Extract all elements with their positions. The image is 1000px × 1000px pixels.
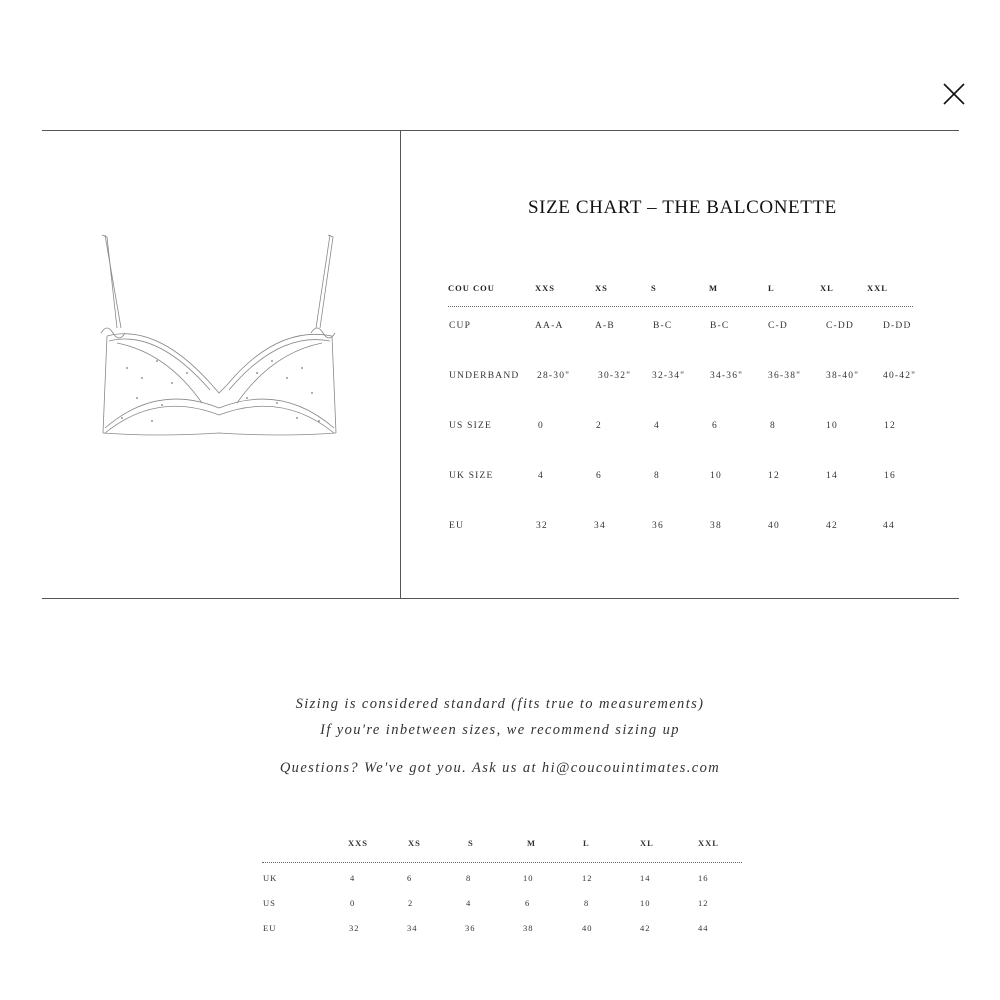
table-cell: D-DD — [883, 321, 912, 331]
table-cell: B-C — [653, 321, 673, 331]
table-row-uk-size — [448, 457, 913, 507]
header-cell: XXL — [698, 838, 719, 848]
table-cell: 36 — [652, 521, 664, 531]
size-chart-title: SIZE CHART – THE BALCONETTE — [528, 197, 837, 218]
table-cell: 4 — [654, 421, 660, 431]
size-chart-panel — [42, 130, 959, 599]
table-cell: 38 — [710, 521, 722, 531]
row-label: UK SIZE — [449, 471, 494, 481]
table-cell: 12 — [698, 898, 709, 908]
row-label: EU — [263, 923, 277, 933]
table-cell: 0 — [538, 421, 544, 431]
table-cell: 28-30" — [537, 371, 571, 381]
table-cell: 44 — [698, 923, 709, 933]
table-cell: 34 — [407, 923, 418, 933]
table-cell: 8 — [654, 471, 660, 481]
table-cell: 4 — [466, 898, 472, 908]
header-cell: XS — [408, 838, 421, 848]
table-cell: AA-A — [535, 321, 564, 331]
table-cell: 38-40" — [826, 371, 860, 381]
table-cell: 6 — [407, 873, 413, 883]
header-cell: XS — [595, 283, 608, 293]
table-cell: 6 — [712, 421, 718, 431]
header-cell: M — [709, 283, 719, 293]
header-cell: XXS — [535, 283, 556, 293]
table-cell: 8 — [770, 421, 776, 431]
row-label: EU — [449, 521, 465, 531]
table-cell: 44 — [883, 521, 895, 531]
sizing-note-standard: Sizing is considered standard (fits true to measurements) — [295, 696, 705, 712]
table-cell: 10 — [640, 898, 651, 908]
header-cell: M — [527, 838, 537, 848]
table-cell: 10 — [523, 873, 534, 883]
header-cell: COU COU — [448, 283, 495, 293]
table-cell: 6 — [596, 471, 602, 481]
conversion-row-us — [262, 888, 742, 913]
table-cell: 40-42" — [883, 371, 917, 381]
header-cell: L — [768, 283, 775, 293]
close-icon — [940, 80, 968, 108]
table-row-underband — [448, 357, 917, 407]
table-cell: 6 — [525, 898, 531, 908]
table-cell: 30-32" — [598, 371, 632, 381]
table-row-cup — [448, 307, 913, 357]
row-label: UK — [263, 873, 278, 883]
header-cell: S — [468, 838, 474, 848]
table-cell: 4 — [538, 471, 544, 481]
table-cell: C-D — [768, 321, 788, 331]
size-chart-table — [448, 281, 917, 557]
header-cell: XL — [820, 283, 834, 293]
table-cell: 42 — [826, 521, 838, 531]
table-cell: 36-38" — [768, 371, 802, 381]
row-label: CUP — [449, 321, 472, 331]
table-cell: 8 — [584, 898, 590, 908]
table-cell: 2 — [408, 898, 414, 908]
size-conversion-table — [262, 834, 742, 938]
table-cell: 12 — [582, 873, 593, 883]
table-row-eu — [448, 507, 913, 557]
sizing-notes — [0, 693, 1000, 783]
conversion-row-eu — [262, 913, 742, 938]
table-cell: 32-34" — [652, 371, 686, 381]
table-cell: 10 — [826, 421, 838, 431]
header-cell: XXL — [867, 283, 888, 293]
table-cell: B-C — [710, 321, 730, 331]
table-cell: 36 — [465, 923, 476, 933]
table-cell: 2 — [596, 421, 602, 431]
table-cell: 16 — [698, 873, 709, 883]
table-cell: C-DD — [826, 321, 855, 331]
table-cell: 16 — [884, 471, 896, 481]
table-cell: 32 — [349, 923, 360, 933]
table-cell: 12 — [884, 421, 896, 431]
row-label: US SIZE — [449, 421, 492, 431]
close-button[interactable] — [940, 80, 968, 108]
table-cell: 0 — [350, 898, 356, 908]
conversion-row-uk — [262, 863, 742, 888]
table-cell: 14 — [640, 873, 651, 883]
table-cell: 34 — [594, 521, 606, 531]
size-chart-header — [448, 281, 913, 307]
table-cell: 40 — [582, 923, 593, 933]
header-cell: XL — [640, 838, 654, 848]
row-label: US — [263, 898, 276, 908]
table-cell: 10 — [710, 471, 722, 481]
table-cell: 32 — [536, 521, 548, 531]
header-cell: XXS — [348, 838, 369, 848]
table-cell: 40 — [768, 521, 780, 531]
table-cell: 4 — [350, 873, 356, 883]
row-label: UNDERBAND — [449, 371, 520, 381]
balconette-bra-illustration — [97, 233, 342, 448]
table-cell: 34-36" — [710, 371, 744, 381]
table-cell: 8 — [466, 873, 472, 883]
panel-divider — [400, 131, 401, 598]
header-cell: S — [651, 283, 657, 293]
contact-note: Questions? We've got you. Ask us at hi@coucouintimates.com — [279, 760, 721, 776]
header-cell: L — [583, 838, 590, 848]
table-cell: 38 — [523, 923, 534, 933]
table-cell: 12 — [768, 471, 780, 481]
table-row-us-size — [448, 407, 913, 457]
table-cell: 42 — [640, 923, 651, 933]
table-cell: A-B — [595, 321, 615, 331]
sizing-note-inbetween: If you're inbetween sizes, we recommend sizing up — [320, 722, 680, 738]
table-cell: 14 — [826, 471, 838, 481]
conversion-header — [262, 834, 742, 863]
